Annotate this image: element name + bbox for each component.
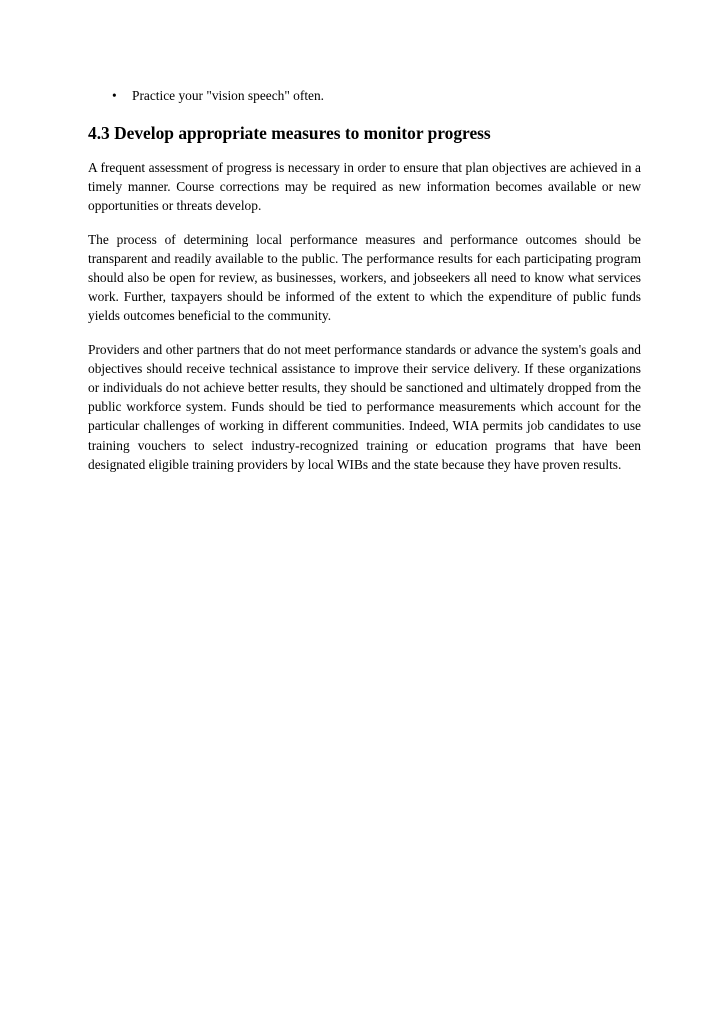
bullet-text: Practice your "vision speech" often. <box>132 88 325 103</box>
paragraph-transparency: The process of determining local performance measures and performance outcomes should be transparent and readily available to the public. The performance results for each participating program should also be open for review, as businesses, workers, and jobseekers all need to know what services work. Further, taxpayers should be informed of the extent to which the expenditure of public funds yields outcomes beneficial to the community. <box>88 231 641 324</box>
bullet-dot-icon: • <box>112 88 117 103</box>
paragraph-assessment: A frequent assessment of progress is necessary in order to ensure that plan objectives are achieved in a timely manner. Course corrections may be required as new information becomes available or new opportunities or threats develop. <box>88 160 641 214</box>
section-heading: 4.3 Develop appropriate measures to monitor progress <box>88 123 491 143</box>
bullet-item <box>88 86 641 106</box>
document-page <box>88 86 641 474</box>
paragraph-providers: Providers and other partners that do not meet performance standards or advance the system's goals and objectives should receive technical assistance to improve their service delivery. If these organizations or individuals do not achieve better results, they should be sanctioned and ultimately dropped from the public workforce system. Funds should be tied to performance measurements which account for the particular challenges of working in different communities. Indeed, WIA permits job candidates to use training vouchers to select industry-recognized training or education programs that have been designated eligible training providers by local WIBs and the state because they have proven results. <box>88 341 641 472</box>
bullet-list <box>88 86 641 106</box>
